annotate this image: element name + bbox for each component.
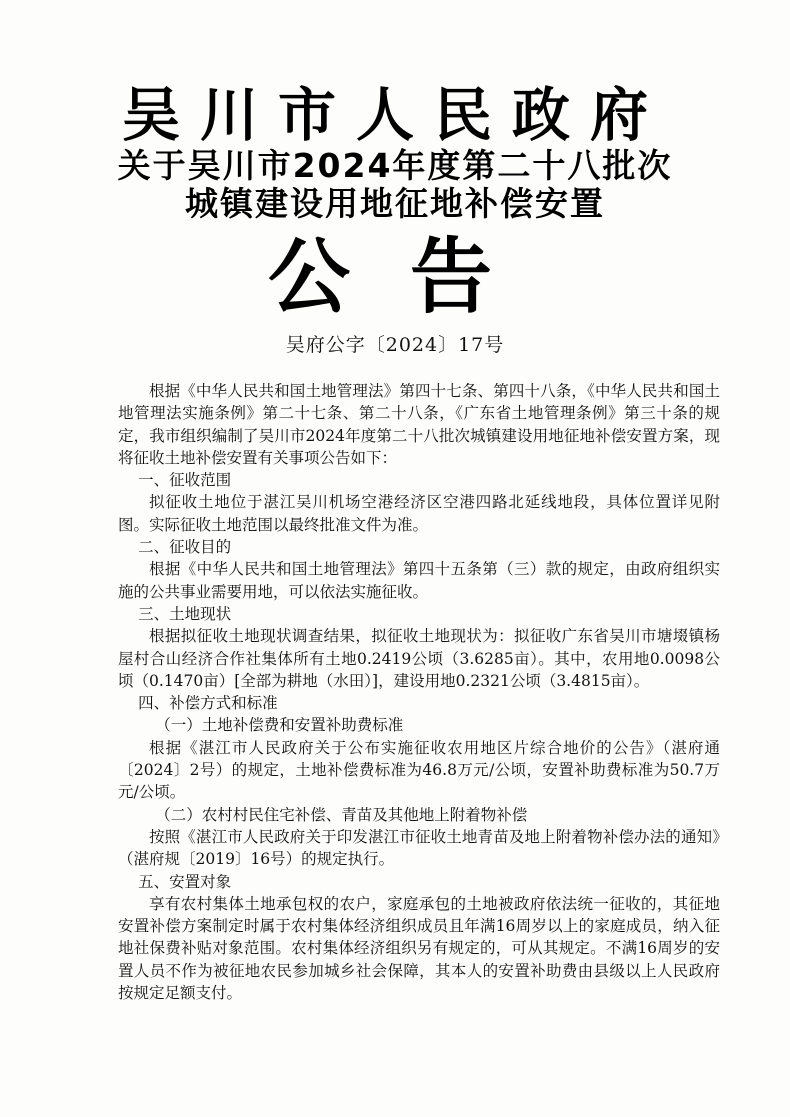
document-body (118, 380, 720, 1004)
section-4-title: 四、补偿方式和标准 (138, 694, 278, 713)
section-3-title: 三、土地现状 (138, 604, 232, 623)
section-5-title: 五、安置对象 (138, 872, 232, 891)
title-line-2: 城镇建设用地征地补偿安置 (185, 184, 605, 223)
section-5-text: 享有农村集体土地承包权的农户，家庭承包的土地被政府依法统一征收的，其征地安置补偿方案制定时属于农村集体经济组织成员且年满16周岁以上的家庭成员，纳入征地社保费补贴对象范围。农村集体经济组织另有规定的，可从其规定。不满16周岁的安置人员不作为被征地农民参加城乡社会保障，其本人的安置补助费由县级以上人民政府按规定足额支付。 (118, 894, 720, 1003)
section-4-2-text: 按照《湛江市人民政府关于印发湛江市征收土地青苗及地上附着物补偿办法的通知》（湛府规〔2019〕16号）的规定执行。 (118, 827, 720, 869)
issuing-authority: 吴川市人民政府 (121, 81, 668, 149)
document-number: 吴府公字〔2024〕17号 (285, 334, 505, 356)
section-4-2-title: （二）农村村民住宅补偿、青苗及其他地上附着物补偿 (155, 805, 528, 824)
intro-paragraph: 根据《中华人民共和国土地管理法》第四十七条、第四十八条，《中华人民共和国土地管理法实施条例》第二十七条、第二十八条，《广东省土地管理条例》第三十条的规定，我市组织编制了吴川市2024年度第二十八批次城镇建设用地征地补偿安置方案，现将征收土地补偿安置有关事项公告如下： (118, 382, 720, 467)
section-4-1-title: （一）土地补偿费和安置补助费标准 (155, 716, 404, 735)
section-4-1-text: 根据《湛江市人民政府关于公布实施征收农用地区片综合地价的公告》（湛府通〔2024〕2号）的规定，土地补偿费标准为46.8万元/公顷，安置补助费标准为50.7万元/公顷。 (118, 738, 720, 802)
section-3-text: 根据拟征收土地现状调查结果，拟征收土地现状为：拟征收广东省吴川市塘㙍镇杨屋村合山经济合作社集体所有土地0.2419公顷（3.6285亩）。其中，农用地0.0098公顷（0.1470亩）[全部为耕地（水田）]，建设用地0.2321公顷（3.4815亩）。 (118, 627, 720, 690)
section-2-title: 二、征收目的 (138, 538, 232, 557)
notice-title: 公告 (267, 230, 552, 325)
title-line-1: 关于吴川市2024年度第二十八批次 (117, 146, 673, 185)
section-2-text: 根据《中华人民共和国土地管理法》第四十五条第（三）款的规定，由政府组织实施的公共事业需要用地，可以依法实施征收。 (118, 560, 720, 601)
section-1-title: 一、征收范围 (138, 471, 232, 490)
section-1-text: 拟征收土地位于湛江吴川机场空港经济区空港四路北延线地段，具体位置详见附图。实际征收土地范围以最终批准文件为准。 (118, 493, 720, 534)
